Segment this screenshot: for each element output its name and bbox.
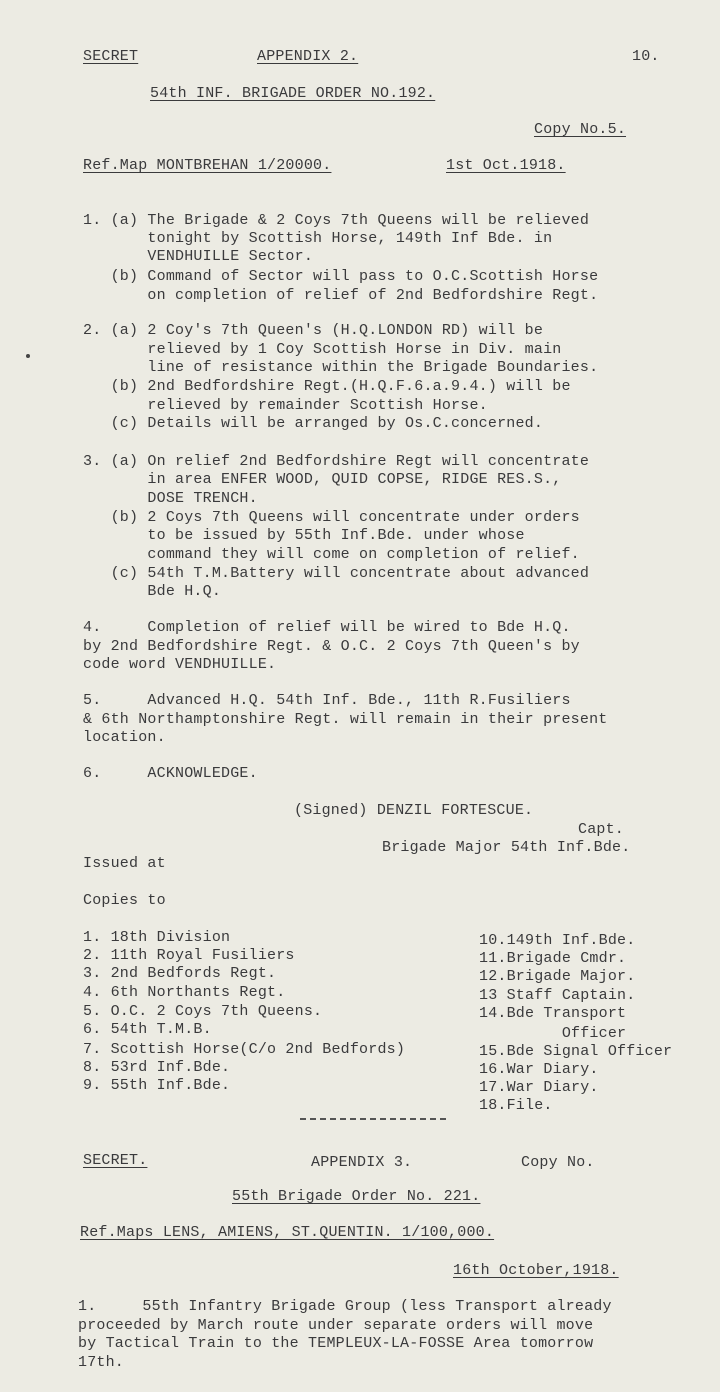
copy-recipient: 12.Brigade Major. (479, 968, 636, 985)
copy-recipient: 13 Staff Captain. (479, 987, 636, 1004)
para4-line: 4. Completion of relief will be wired to Bde H.Q. (83, 619, 571, 636)
para3-line: in area ENFER WOOD, QUID COPSE, RIDGE RES.S., (83, 471, 562, 488)
copy-recipient: 8. 53rd Inf.Bde. (83, 1059, 231, 1076)
copy-recipient: 14.Bde Transport (479, 1005, 627, 1022)
copy-recipient: 3. 2nd Bedfords Regt. (83, 965, 277, 982)
signature-rank: Capt. (578, 821, 625, 838)
copy-recipient: 11.Brigade Cmdr. (479, 950, 627, 967)
para5-line: location. (83, 729, 166, 746)
copy-recipient: 4. 6th Northants Regt. (83, 984, 286, 1001)
order-title: 55th Brigade Order No. 221. (232, 1188, 481, 1205)
appendix-label: APPENDIX 2. (257, 48, 359, 65)
para3-line: command they will come on completion of relief. (83, 546, 580, 563)
copy-number: Copy No.5. (534, 121, 627, 138)
copy-recipient: 17.War Diary. (479, 1079, 599, 1096)
para4-line: by 2nd Bedfordshire Regt. & O.C. 2 Coys 7th Queen's by (83, 638, 580, 655)
copy-recipient: 10.149th Inf.Bde. (479, 932, 636, 949)
para3-line: 3. (a) On relief 2nd Bedfordshire Regt will concentrate (83, 453, 590, 470)
page-number: 10. (632, 48, 660, 65)
copy-recipient: 9. 55th Inf.Bde. (83, 1077, 231, 1094)
signature-name: (Signed) DENZIL FORTESCUE. (294, 802, 534, 819)
appendix-label: APPENDIX 3. (311, 1154, 413, 1171)
secret-label: SECRET (83, 48, 139, 65)
appendix3-para1-line: 1. 55th Infantry Brigade Group (less Transport already (78, 1298, 612, 1315)
issued-at-label: Issued at (83, 855, 166, 872)
copies-to-label: Copies to (83, 892, 166, 909)
copy-recipient: 7. Scottish Horse(C/o 2nd Bedfords) (83, 1041, 406, 1058)
ref-map: Ref.Map MONTBREHAN 1/20000. (83, 157, 332, 174)
copy-recipient: 1. 18th Division (83, 929, 231, 946)
para2-line: relieved by 1 Coy Scottish Horse in Div. main (83, 341, 562, 358)
para2-line: 2. (a) 2 Coy's 7th Queen's (H.Q.LONDON RD) will be (83, 322, 544, 339)
copy-number: Copy No. (521, 1154, 595, 1171)
appendix3-para1-line: proceeded by March route under separate orders will move (78, 1317, 594, 1334)
para1-line: 1. (a) The Brigade & 2 Coys 7th Queens will be relieved (83, 212, 590, 229)
appendix3-para1-line: by Tactical Train to the TEMPLEUX-LA-FOSSE Area tomorrow (78, 1335, 594, 1352)
signature-position: Brigade Major 54th Inf.Bde. (382, 839, 631, 856)
copy-recipient: 5. O.C. 2 Coys 7th Queens. (83, 1003, 323, 1020)
para5-line: 5. Advanced H.Q. 54th Inf. Bde., 11th R.Fusiliers (83, 692, 571, 709)
order-date: 1st Oct.1918. (446, 157, 566, 174)
order-title: 54th INF. BRIGADE ORDER NO.192. (150, 85, 436, 102)
copy-recipient: 18.File. (479, 1097, 553, 1114)
copy-recipient: 6. 54th T.M.B. (83, 1021, 212, 1038)
para3-line: DOSE TRENCH. (83, 490, 258, 507)
para1-line: (b) Command of Sector will pass to O.C.Scottish Horse (83, 268, 599, 285)
copy-recipient: Officer (479, 1025, 627, 1042)
para2-line: line of resistance within the Brigade Boundaries. (83, 359, 599, 376)
section-divider (300, 1118, 446, 1120)
para3-line: Bde H.Q. (83, 583, 222, 600)
secret-label: SECRET. (83, 1152, 148, 1169)
para1-line: VENDHUILLE Sector. (83, 248, 314, 265)
ink-speck (26, 354, 30, 358)
para3-line: (b) 2 Coys 7th Queens will concentrate under orders (83, 509, 580, 526)
para2-line: (b) 2nd Bedfordshire Regt.(H.Q.F.6.a.9.4.) will be (83, 378, 571, 395)
para2-line: relieved by remainder Scottish Horse. (83, 397, 488, 414)
para3-line: (c) 54th T.M.Battery will concentrate about advanced (83, 565, 590, 582)
ref-maps: Ref.Maps LENS, AMIENS, ST.QUENTIN. 1/100,000. (80, 1224, 495, 1241)
appendix3-para1-line: 17th. (78, 1354, 125, 1371)
copy-recipient: 15.Bde Signal Officer (479, 1043, 673, 1060)
para5-line: & 6th Northamptonshire Regt. will remain in their present (83, 711, 608, 728)
para1-line: on completion of relief of 2nd Bedfordshire Regt. (83, 287, 599, 304)
para4-line: code word VENDHUILLE. (83, 656, 277, 673)
copy-recipient: 2. 11th Royal Fusiliers (83, 947, 295, 964)
para2-line: (c) Details will be arranged by Os.C.concerned. (83, 415, 544, 432)
para1-line: tonight by Scottish Horse, 149th Inf Bde. in (83, 230, 553, 247)
order-date: 16th October,1918. (453, 1262, 619, 1279)
copy-recipient: 16.War Diary. (479, 1061, 599, 1078)
para3-line: to be issued by 55th Inf.Bde. under whose (83, 527, 525, 544)
para6-acknowledge: 6. ACKNOWLEDGE. (83, 765, 258, 782)
